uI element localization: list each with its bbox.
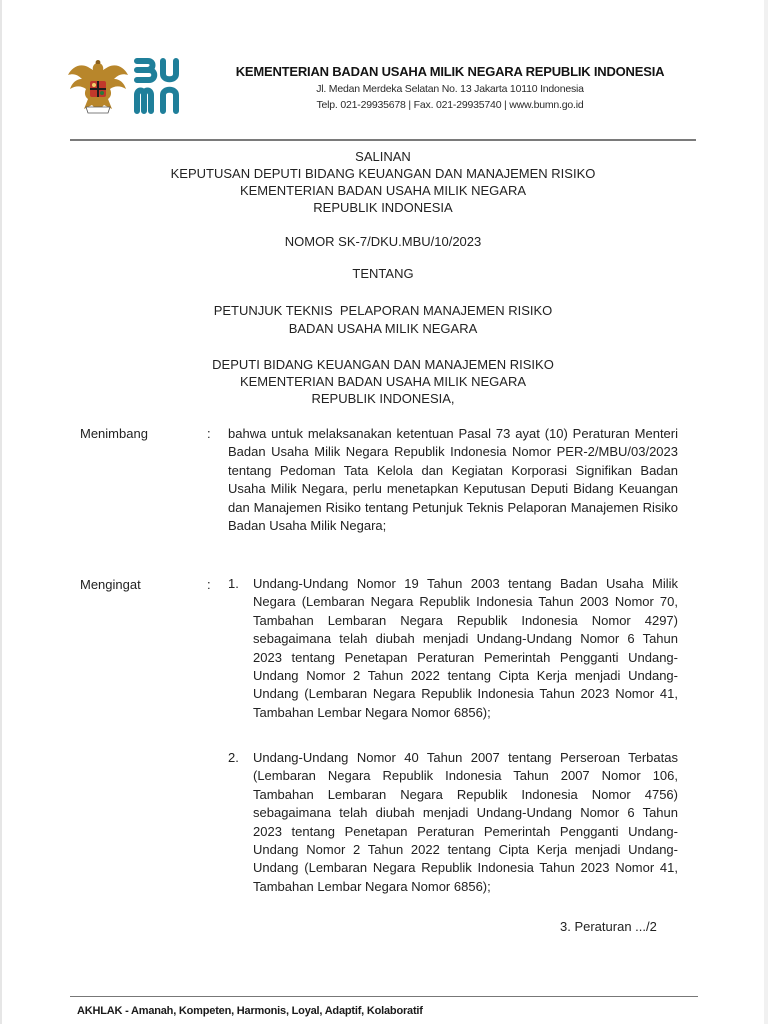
- subject-line: PETUNJUK TEKNIS PELAPORAN MANAJEMEN RISIKO: [213, 303, 553, 318]
- garuda-emblem-icon: [66, 55, 130, 117]
- mengingat-item-2: Undang-Undang Nomor 40 Tahun 2007 tentang Perseroan Terbatas (Lembaran Negara Republik Indonesia Tahun 2007 Nomor 106, Tambahan Lembaran Negara Republik Indonesia Nomor 4756) sebagaimana telah diubah menjadi Undang-Undang Nomor 6 Tahun 2023 tentang Penetapan Peraturan Pemerintah Pengganti Undang-Undang Nomor 2 Tahun 2022 tentang Cipta Kerja menjadi Undang-Undang (Lembaran Negara Republik Indonesia Tahun 2023 Nomor 41, Tambahan Lembar Negara Nomor 6856);: [253, 750, 678, 894]
- letterhead: [190, 64, 710, 111]
- footer-divider: [70, 996, 698, 997]
- ministry-address: Jl. Medan Merdeka Selatan No. 13 Jakarta 10110 Indonesia: [316, 83, 584, 95]
- page-edge-left: [0, 0, 2, 1024]
- letterhead-divider: [70, 139, 696, 141]
- subject-line: BADAN USAHA MILIK NEGARA: [288, 321, 478, 336]
- decree-subject: [70, 302, 696, 338]
- mengingat-colon: :: [207, 577, 211, 592]
- issuer-line: KEMENTERIAN BADAN USAHA MILIK NEGARA: [239, 374, 527, 389]
- page-continuation: 3. Peraturan .../2: [560, 919, 657, 934]
- menimbang-label: Menimbang: [80, 426, 148, 441]
- ministry-contact: Telp. 021-29935678 | Fax. 021-29935740 | www.bumn.go.id: [316, 99, 584, 111]
- footer-values: AKHLAK - Amanah, Kompeten, Harmonis, Loyal, Adaptif, Kolaboratif: [77, 1005, 423, 1017]
- issuer-line: REPUBLIK INDONESIA,: [311, 391, 455, 406]
- page-edge-right: [764, 0, 768, 1024]
- heading-line: KEPUTUSAN DEPUTI BIDANG KEUANGAN DAN MANAJEMEN RISIKO: [170, 166, 596, 181]
- ministry-name: KEMENTERIAN BADAN USAHA MILIK NEGARA REPUBLIK INDONESIA: [235, 64, 665, 79]
- item-number: 1.: [228, 576, 239, 591]
- mengingat-item-1: Undang-Undang Nomor 19 Tahun 2003 tentang Badan Usaha Milik Negara (Lembaran Negara Republik Indonesia Tahun 2003 Nomor 70, Tambahan Lembaran Negara Republik Indonesia Nomor 4297) sebagaimana telah diubah menjadi Undang-Undang Nomor 6 Tahun 2023 tentang Penetapan Peraturan Pemerintah Pengganti Undang-Undang Nomor 2 Tahun 2022 tentang Cipta Kerja menjadi Undang-Undang (Lembaran Negara Republik Indonesia Tahun 2023 Nomor 41, Tambahan Lembar Negara Nomor 6856);: [253, 576, 678, 720]
- heading-line: SALINAN: [355, 149, 411, 164]
- heading-line: REPUBLIK INDONESIA: [313, 200, 453, 215]
- mengingat-label: Mengingat: [80, 577, 141, 592]
- bumn-logo-icon: [132, 55, 188, 117]
- item-number: 2.: [228, 750, 239, 765]
- menimbang-colon: :: [207, 426, 211, 441]
- issuer-line: DEPUTI BIDANG KEUANGAN DAN MANAJEMEN RISIKO: [212, 357, 554, 372]
- decree-number: NOMOR SK-7/DKU.MBU/10/2023: [284, 234, 482, 249]
- issuer-block: [70, 356, 696, 407]
- menimbang-text: bahwa untuk melaksanakan ketentuan Pasal 73 ayat (10) Peraturan Menteri Badan Usaha Milik Negara Republik Indonesia Nomor PER-2/MBU/03/2023 tentang Pedoman Tata Kelola dan Kegiatan Korporasi Signifikan Badan Usaha Milik Negara, perlu menetapkan Keputusan Deputi Bidang Keuangan dan Manajemen Risiko tentang Petunjuk Teknis Pelaporan Manajemen Risiko Badan Usaha Milik Negara;: [228, 426, 678, 534]
- decree-heading: [70, 148, 696, 216]
- tentang-label: TENTANG: [352, 266, 414, 281]
- heading-line: KEMENTERIAN BADAN USAHA MILIK NEGARA: [239, 183, 527, 198]
